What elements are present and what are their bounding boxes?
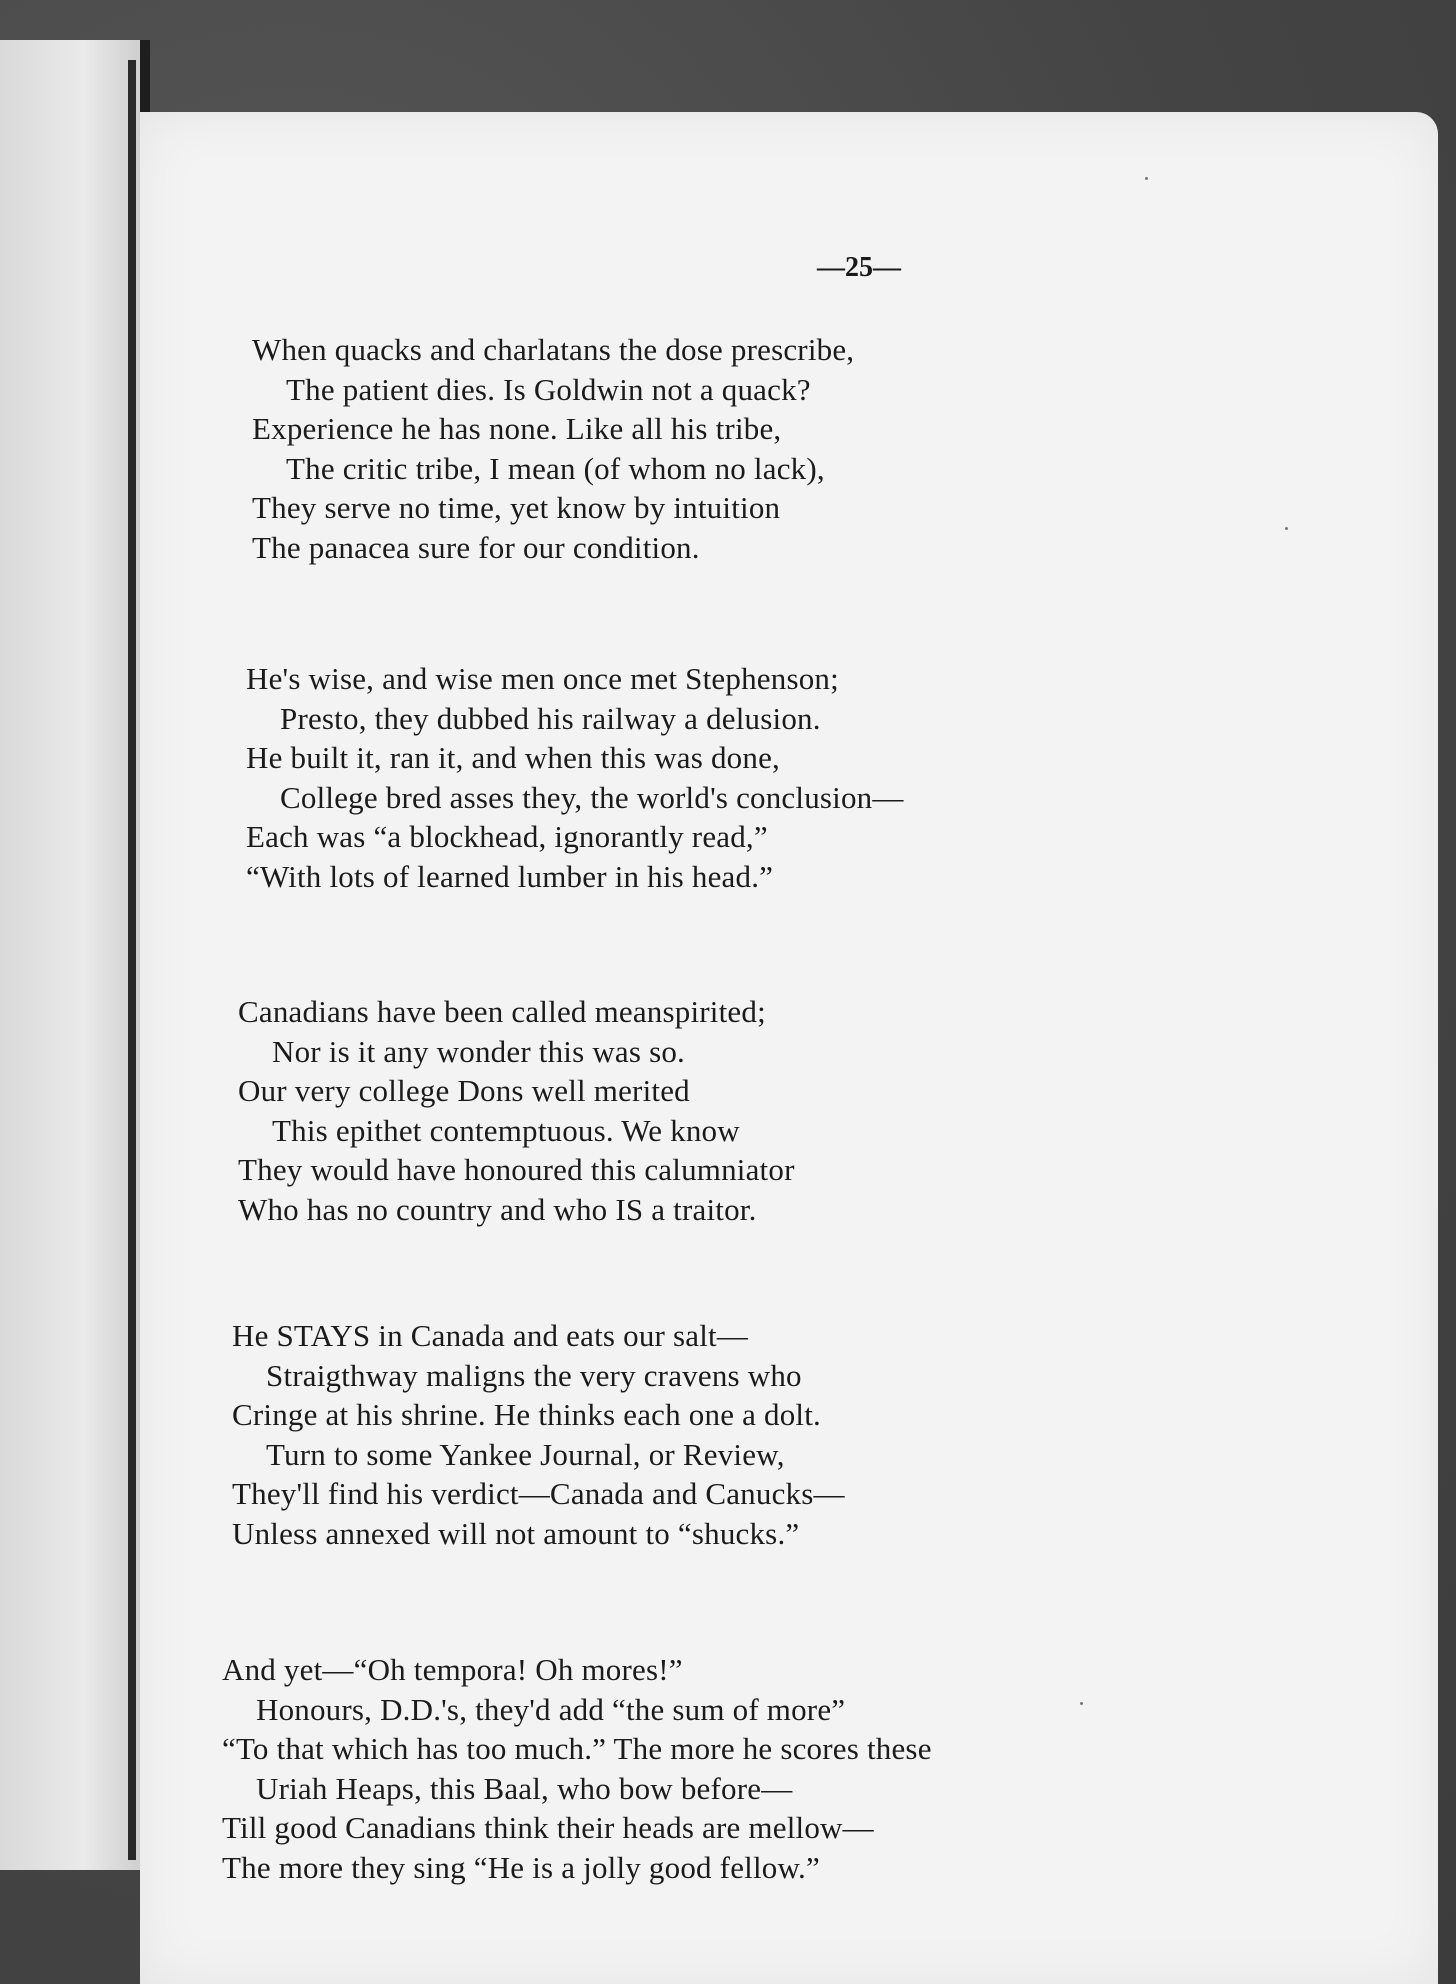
verse-line: Uriah Heaps, this Baal, who bow before— <box>256 1770 793 1806</box>
verse-line: And yet—“Oh tempora! Oh mores!” <box>222 1652 683 1687</box>
verse-line: “To that which has too much.” The more he scores these <box>222 1731 932 1766</box>
verse-line: He built it, ran it, and when this was done, <box>246 740 780 775</box>
stanza-2 <box>246 659 1346 896</box>
verse-line: Turn to some Yankee Journal, or Review, <box>266 1436 785 1472</box>
verse-line: Who has no country and who IS a traitor. <box>238 1191 757 1227</box>
verse-line: The critic tribe, I mean (of whom no lack), <box>286 450 825 486</box>
paper-speck <box>1145 177 1148 180</box>
verse-line: Nor is it any wonder this was so. <box>272 1033 686 1069</box>
verse-line: This epithet contemptuous. We know <box>272 1112 740 1148</box>
verse-line: Straigthway maligns the very cravens who <box>266 1357 802 1393</box>
verse-line: The patient dies. Is Goldwin not a quack? <box>286 371 811 407</box>
binding-shadow <box>128 60 136 1860</box>
paper-speck <box>1285 527 1288 530</box>
book-page <box>140 112 1438 1984</box>
verse-line: Experience he has none. Like all his tribe, <box>252 411 782 446</box>
verse-line: He STAYS in Canada and eats our salt— <box>232 1318 749 1353</box>
verse-line: Unless annexed will not amount to “shucks.” <box>232 1515 800 1551</box>
verse-line: Canadians have been called meanspirited; <box>238 994 766 1029</box>
stanza-3 <box>238 992 1338 1229</box>
verse-line: They'll find his verdict—Canada and Canucks— <box>232 1476 845 1511</box>
verse-line: Presto, they dubbed his railway a delusion. <box>280 700 821 736</box>
verse-line: Till good Canadians think their heads are mellow— <box>222 1810 874 1845</box>
verse-line: Cringe at his shrine. He thinks each one a dolt. <box>232 1397 821 1432</box>
page-number: —25— <box>817 252 901 283</box>
verse-line: They would have honoured this calumniator <box>238 1152 795 1187</box>
verse-line: When quacks and charlatans the dose prescribe, <box>252 332 855 367</box>
verse-line: Honours, D.D.'s, they'd add “the sum of more” <box>256 1691 846 1727</box>
verse-line: The more they sing “He is a jolly good fellow.” <box>222 1849 820 1885</box>
verse-line: College bred asses they, the world's conclusion— <box>280 779 904 815</box>
stanza-5 <box>222 1650 1322 1887</box>
verse-line: Our very college Dons well merited <box>238 1073 690 1108</box>
stanza-4 <box>232 1316 1332 1553</box>
verse-line: “With lots of learned lumber in his head.” <box>246 858 774 894</box>
paper-speck <box>1080 1702 1083 1705</box>
verse-line: He's wise, and wise men once met Stephenson; <box>246 661 839 696</box>
verse-line: Each was “a blockhead, ignorantly read,” <box>246 819 768 854</box>
verse-line: The panacea sure for our condition. <box>252 529 700 565</box>
stanza-1 <box>252 330 1352 567</box>
verse-line: They serve no time, yet know by intuition <box>252 490 781 525</box>
